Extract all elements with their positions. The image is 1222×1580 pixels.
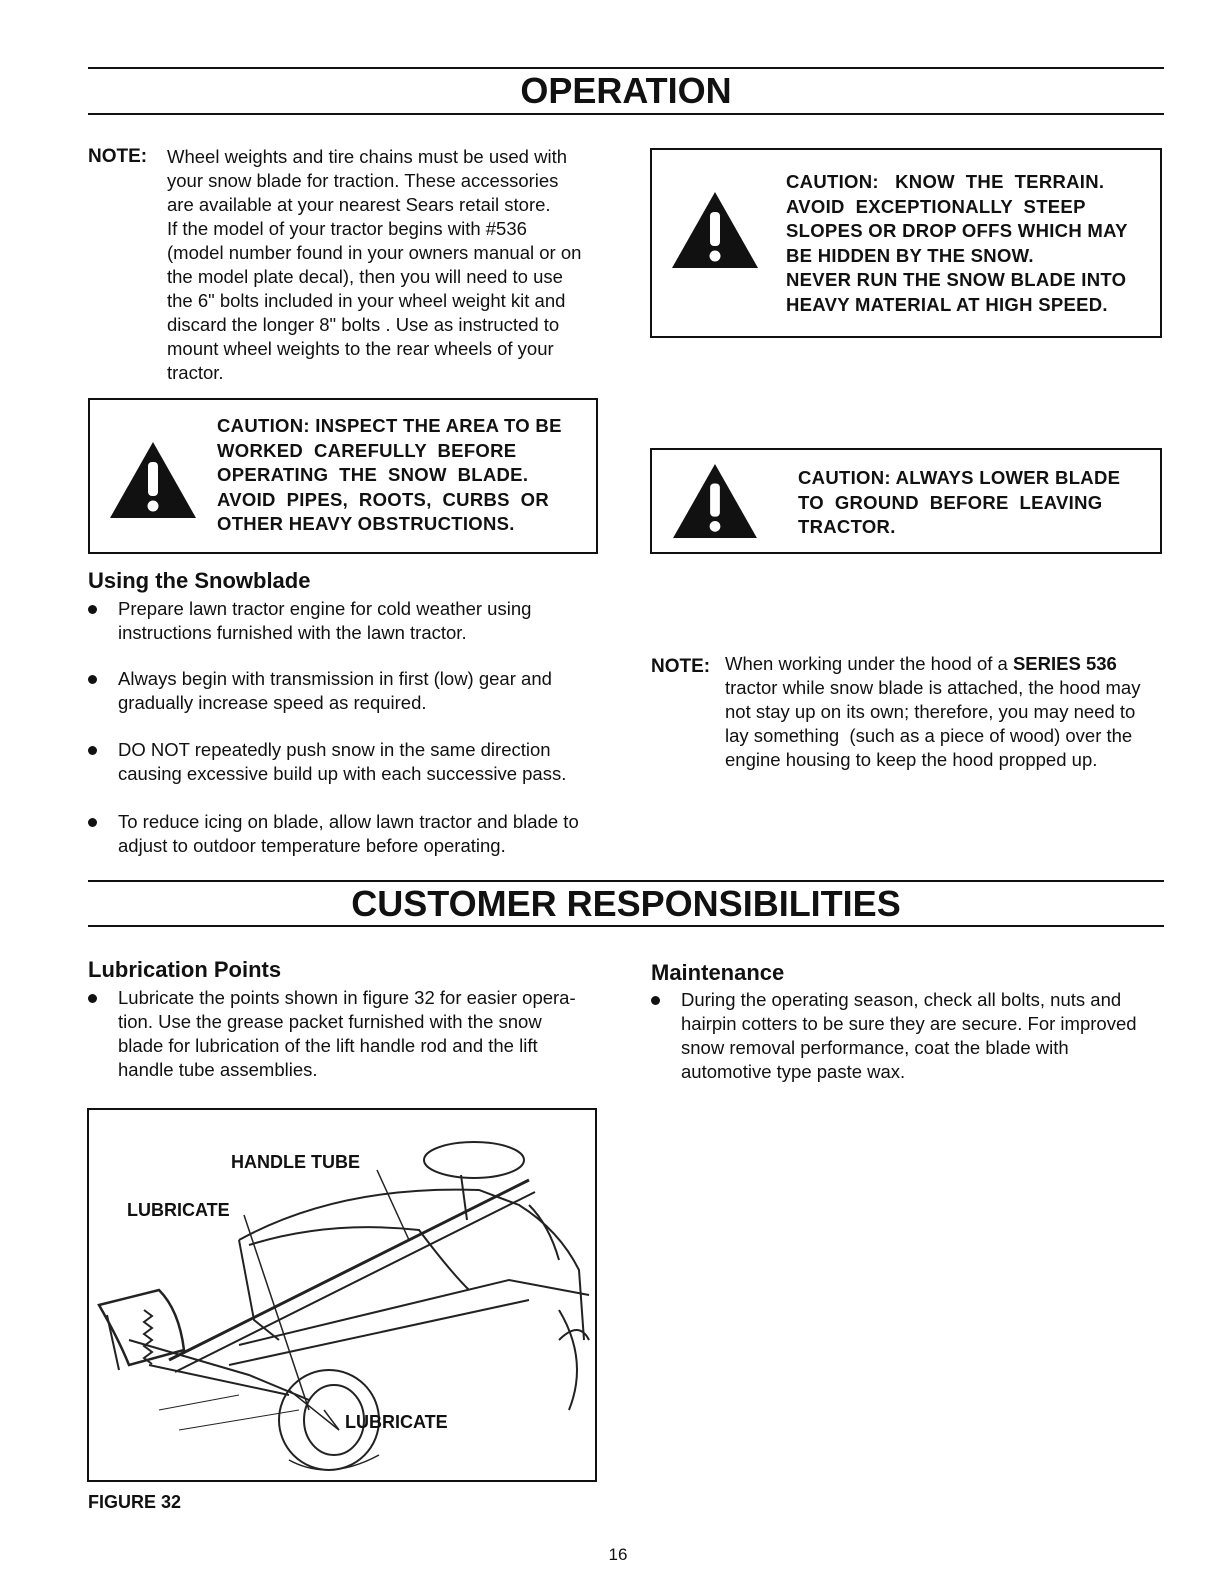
caution-line: AVOID PIPES, ROOTS, CURBS OR xyxy=(217,488,550,510)
caution-line: HEAVY MATERIAL AT HIGH SPEED. xyxy=(786,293,1108,315)
customer-title: CUSTOMER RESPONSIBILITIES xyxy=(351,883,901,924)
note-series-536 xyxy=(725,652,1165,772)
bullet-dot xyxy=(88,746,97,755)
bullet-line: Lubricate the points shown in figure 32 for easier opera- xyxy=(118,987,576,1008)
bullet-dot xyxy=(88,675,97,684)
bullet-dot xyxy=(88,605,97,614)
bullet-line: instructions furnished with the lawn tractor. xyxy=(118,622,467,643)
list-item xyxy=(88,738,608,788)
section-rule xyxy=(88,880,1164,882)
note-label: NOTE: xyxy=(651,656,711,677)
note-text-run: When working under the hood of a xyxy=(725,653,1013,674)
note-line: the model plate decal), then you will need to use xyxy=(167,266,563,287)
caution-line: CAUTION: INSPECT THE AREA TO BE xyxy=(217,415,562,436)
bullet-line: tion. Use the grease packet furnished with the snow xyxy=(118,1011,542,1032)
note-wheel-weights xyxy=(167,145,607,385)
note-line xyxy=(725,652,1165,676)
note-line: engine housing to keep the hood propped up. xyxy=(725,749,1098,770)
caution-line: WORKED CAREFULLY BEFORE xyxy=(217,439,517,461)
using-snowblade-heading: Using the Snowblade xyxy=(88,568,311,593)
caution-line: CAUTION: ALWAYS LOWER BLADE xyxy=(798,467,1121,488)
bullet-dot xyxy=(651,996,660,1005)
customer-title-underline xyxy=(88,925,1164,927)
caution-line: TRACTOR. xyxy=(798,516,896,537)
note-line: (model number found in your owners manual or on xyxy=(167,242,582,263)
note-line: tractor while snow blade is attached, the hood may xyxy=(725,677,1141,698)
bullet-text xyxy=(118,986,576,1082)
bullet-line: handle tube assemblies. xyxy=(118,1059,318,1080)
bullet-dot xyxy=(88,994,97,1003)
handle-tube-label: HANDLE TUBE xyxy=(231,1152,360,1172)
list-item xyxy=(651,988,1171,1088)
caution-line: AVOID EXCEPTIONALLY STEEP xyxy=(786,195,1086,217)
bullet-line: blade for lubrication of the lift handle rod and the lift xyxy=(118,1035,538,1056)
bullet-line: gradually increase speed as required. xyxy=(118,692,427,713)
operation-title-underline xyxy=(88,113,1164,115)
bullet-line: Always begin with transmission in first (low) gear and xyxy=(118,668,552,689)
bullet-line: During the operating season, check all bolts, nuts and xyxy=(681,989,1122,1010)
note-label: NOTE: xyxy=(88,146,148,167)
bullet-line: adjust to outdoor temperature before operating. xyxy=(118,835,506,856)
caution-line: BE HIDDEN BY THE SNOW. xyxy=(786,244,1034,266)
bullet-line: automotive type paste wax. xyxy=(681,1061,906,1082)
figure-caption: FIGURE 32 xyxy=(88,1492,182,1512)
caution-line: OTHER HEAVY OBSTRUCTIONS. xyxy=(217,513,515,534)
note-line: mount wheel weights to the rear wheels of your xyxy=(167,338,554,359)
caution-text-inspect xyxy=(217,414,562,537)
lubrication-heading: Lubrication Points xyxy=(88,957,282,982)
bullet-line: causing excessive build up with each successive pass. xyxy=(118,763,567,784)
maintenance-heading: Maintenance xyxy=(651,960,785,985)
caution-line: CAUTION: KNOW THE TERRAIN. xyxy=(786,171,1105,192)
list-item xyxy=(88,667,608,717)
bullet-line: To reduce icing on blade, allow lawn tractor and blade to xyxy=(118,811,579,832)
list-item xyxy=(88,986,608,1086)
caution-line: SLOPES OR DROP OFFS WHICH MAY xyxy=(786,220,1128,241)
caution-text-terrain xyxy=(786,170,1128,317)
bullet-text xyxy=(118,667,552,715)
note-line: are available at your nearest Sears retail store. xyxy=(167,194,551,215)
warning-triangle-icon xyxy=(108,440,198,520)
list-item xyxy=(88,810,608,860)
top-rule xyxy=(88,67,1164,69)
bullet-line: DO NOT repeatedly push snow in the same direction xyxy=(118,739,551,760)
bullet-line: Prepare lawn tractor engine for cold weather using xyxy=(118,598,532,619)
bullet-text xyxy=(118,810,579,858)
note-line: the 6" bolts included in your wheel weight kit and xyxy=(167,290,566,311)
note-bold-run: SERIES 536 xyxy=(1012,653,1117,674)
warning-triangle-icon xyxy=(670,462,760,540)
bullet-text xyxy=(681,988,1137,1084)
page-number: 16 xyxy=(608,1545,628,1564)
caution-text-lower-blade xyxy=(798,466,1120,540)
lubricate-bottom-label: LUBRICATE xyxy=(345,1412,448,1432)
caution-line: NEVER RUN THE SNOW BLADE INTO xyxy=(786,269,1127,290)
bullet-dot xyxy=(88,818,97,827)
bullet-line: snow removal performance, coat the blade with xyxy=(681,1037,1069,1058)
operation-title: OPERATION xyxy=(520,70,732,111)
note-line: lay something (such as a piece of wood) over the xyxy=(725,725,1133,746)
figure-32-frame xyxy=(87,1108,597,1482)
lubricate-top-label: LUBRICATE xyxy=(127,1200,230,1220)
note-line: not stay up on its own; therefore, you may need to xyxy=(725,701,1136,722)
bullet-text xyxy=(118,597,531,645)
note-line: discard the longer 8" bolts . Use as instructed to xyxy=(167,314,560,335)
note-line: your snow blade for traction. These accessories xyxy=(167,170,559,191)
note-line: tractor. xyxy=(167,362,224,383)
list-item xyxy=(88,597,608,647)
note-line: If the model of your tractor begins with #536 xyxy=(167,218,527,239)
caution-line: OPERATING THE SNOW BLADE. xyxy=(217,464,529,485)
warning-triangle-icon xyxy=(670,190,760,270)
note-line: Wheel weights and tire chains must be used with xyxy=(167,146,568,167)
bullet-text xyxy=(118,738,566,786)
caution-line: TO GROUND BEFORE LEAVING xyxy=(798,491,1103,513)
bullet-line: hairpin cotters to be sure they are secure. For improved xyxy=(681,1013,1137,1034)
